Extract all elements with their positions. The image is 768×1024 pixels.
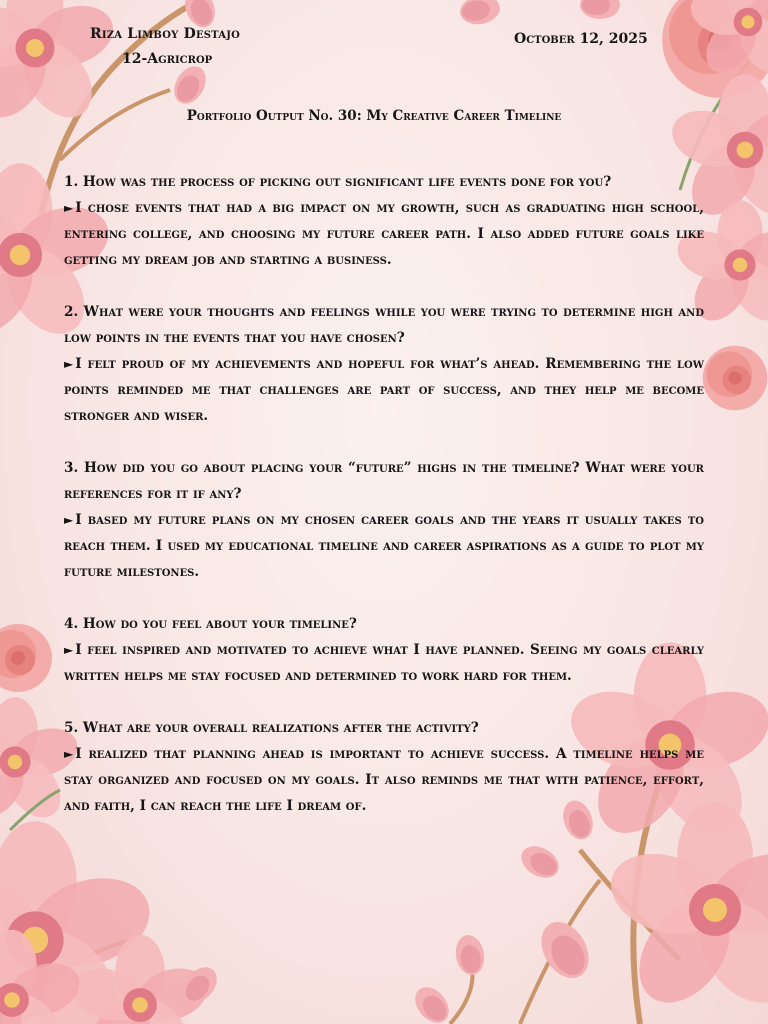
answer-3-text: I based my future plans on my chosen career goals and the years it usually takes to reach them. I used my educational timeline and career aspirations as a guide to plot my future milestones. [64, 512, 704, 580]
answer-4-text: I feel inspired and motivated to achieve what I have planned. Seeing my goals clearly written helps me stay focused and determined to work hard for them. [64, 642, 704, 684]
answer-5 [64, 741, 704, 819]
qa-item-4 [64, 611, 704, 689]
question-1: 1. How was the process of picking out significant life events done for you? [64, 174, 612, 190]
qa-item-2 [64, 299, 704, 429]
student-name: Riza Limboy Destajo [90, 26, 241, 42]
question-5: 5. What are your overall realizations after the activity? [64, 720, 479, 736]
qa-item-1 [64, 169, 704, 273]
answer-1-text: I chose events that had a big impact on my growth, such as graduating high school, entering college, and choosing my future career path. I also added future goals like getting my dream job and starting a business. [64, 200, 704, 268]
question-2: 2. What were your thoughts and feelings while you were trying to determine high and low points in the events that you have chosen? [64, 304, 704, 346]
answer-4 [64, 637, 704, 689]
answer-2 [64, 351, 704, 429]
right-pointer-icon: ► [64, 513, 74, 527]
date: October 12, 2025 [514, 31, 648, 47]
qa-item-5 [64, 715, 704, 819]
right-pointer-icon: ► [64, 747, 74, 761]
answer-5-text: I realized that planning ahead is important to achieve success. A timeline helps me stay organized and focused on my goals. It also reminds me that with patience, effort, and faith, I can reach the life I dream of. [64, 746, 704, 814]
question-4: 4. How do you feel about your timeline? [64, 616, 357, 632]
question-answer-list [64, 169, 704, 845]
document-title: Portfolio Output No. 30: My Creative Career Timeline [186, 108, 562, 124]
answer-3 [64, 507, 704, 585]
qa-item-3 [64, 455, 704, 585]
right-pointer-icon: ► [64, 643, 74, 657]
right-pointer-icon: ► [64, 201, 74, 215]
right-pointer-icon: ► [64, 357, 74, 371]
answer-2-text: I felt proud of my achievements and hopeful for what’s ahead. Remembering the low points reminded me that challenges are part of success, and they help me become stronger and wiser. [64, 356, 704, 424]
answer-1 [64, 195, 704, 273]
strand-section: 12-Agricrop [122, 51, 213, 67]
question-3: 3. How did you go about placing your “future” highs in the timeline? What were your references for it if any? [64, 460, 704, 502]
